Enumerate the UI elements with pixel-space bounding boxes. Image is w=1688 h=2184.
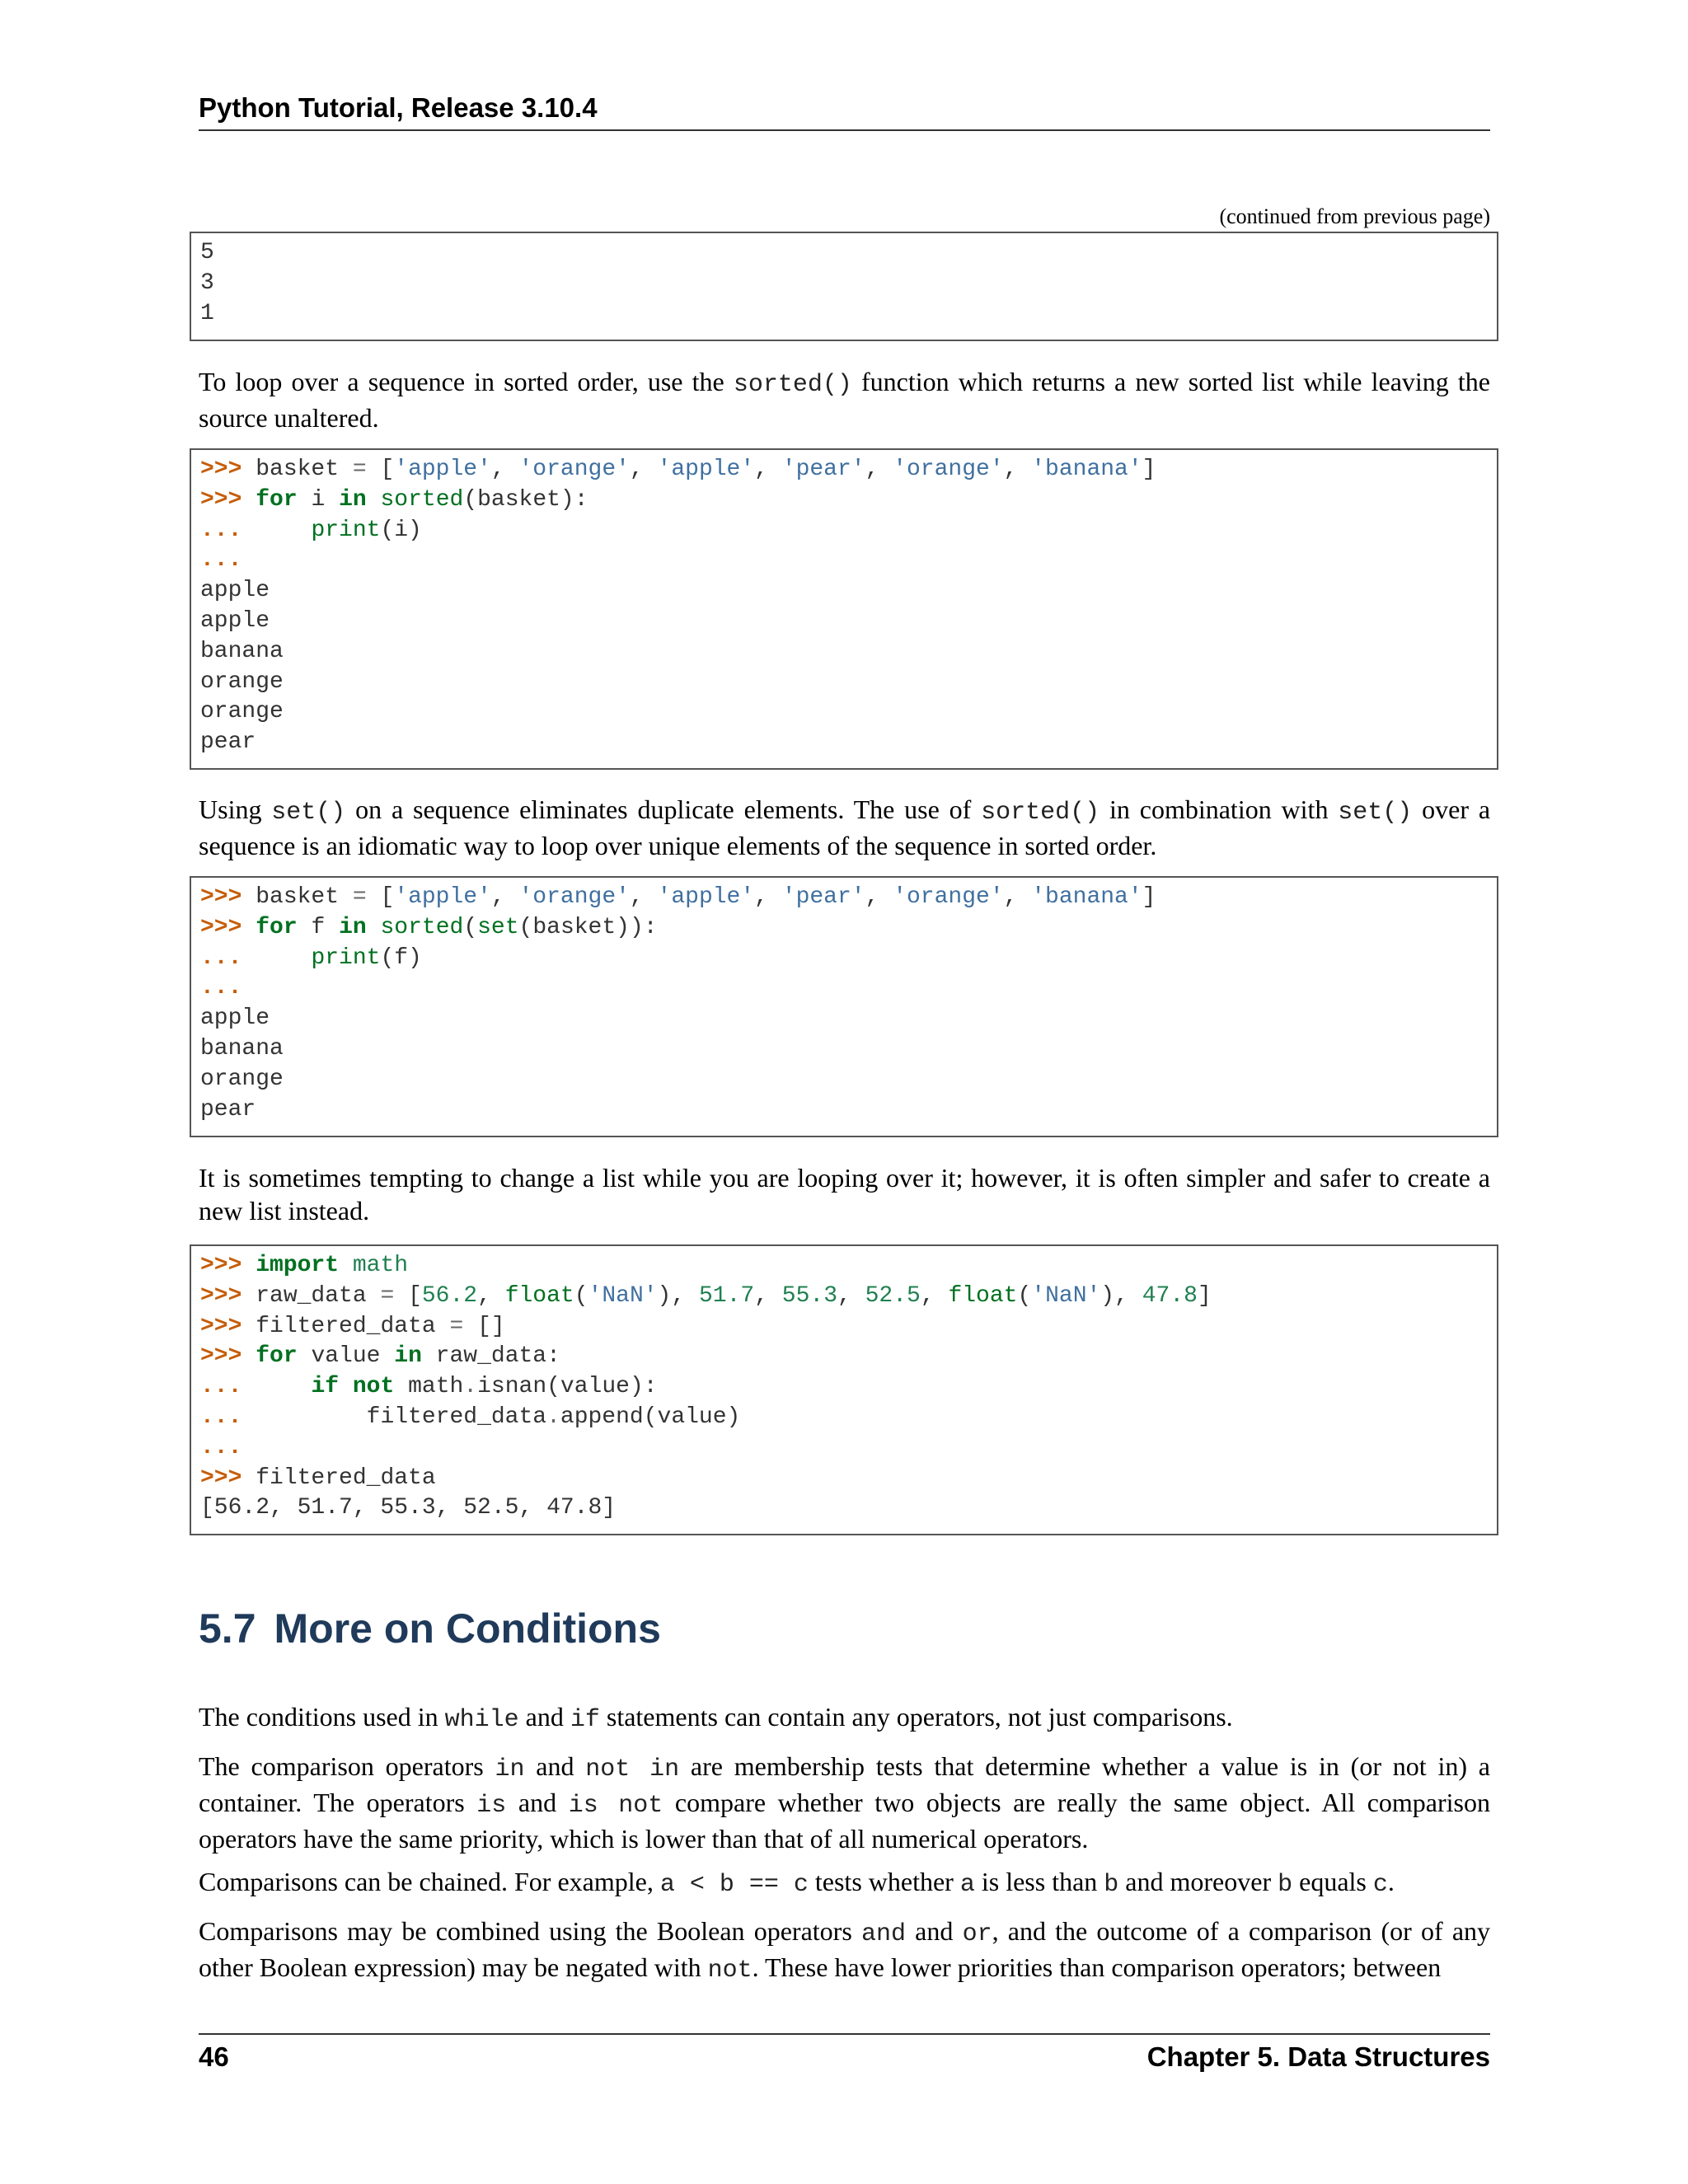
code-line xyxy=(200,668,1497,698)
code-token: filtered_data xyxy=(256,1404,547,1430)
paragraph xyxy=(199,793,1490,862)
code-token: filtered_data xyxy=(256,1465,436,1491)
paragraph xyxy=(199,1700,1490,1736)
inline-code: is xyxy=(476,1792,507,1820)
code-token: 'orange' xyxy=(893,457,1004,482)
text-run: and xyxy=(506,1788,569,1817)
section-number: 5.7 xyxy=(199,1605,256,1652)
code-line xyxy=(200,1065,1497,1095)
text-run: , and the outcome of a comparison (or of any other Boolean expression) may be negated with xyxy=(199,1916,1491,1982)
text-run: Using xyxy=(199,794,272,824)
code-token: ( xyxy=(463,914,478,940)
inline-code: b xyxy=(1278,1871,1293,1899)
code-line xyxy=(200,1403,1497,1433)
code-line xyxy=(200,1372,1497,1403)
text-run: are membership tests that determine whether a value is in (or not in) a container. The operators xyxy=(199,1751,1491,1817)
inline-code: sorted() xyxy=(733,371,852,399)
code-line xyxy=(200,607,1497,637)
page-number: 46 xyxy=(199,2041,229,2072)
code-token: basket xyxy=(256,884,353,910)
code-token: math xyxy=(394,1374,464,1400)
code-line xyxy=(200,1282,1497,1312)
code-token xyxy=(339,1374,353,1399)
code-token: (i) xyxy=(380,517,422,543)
code-token: = xyxy=(352,884,367,910)
code-token: basket xyxy=(256,457,353,482)
code-token: apple xyxy=(200,578,270,604)
code-token: ), xyxy=(657,1282,699,1309)
code-token xyxy=(256,518,311,543)
code-token: [ xyxy=(366,457,395,482)
code-token: 'apple' xyxy=(657,884,755,910)
code-token: raw_data: xyxy=(421,1343,560,1370)
footer-rule xyxy=(199,2033,1490,2035)
code-token: ] xyxy=(1142,457,1156,482)
code-token: orange xyxy=(200,668,284,695)
section-title-text: More on Conditions xyxy=(274,1605,661,1652)
code-token: , xyxy=(865,884,893,910)
paragraph xyxy=(199,1865,1490,1901)
code-token: if xyxy=(311,1374,340,1400)
inline-code: set() xyxy=(271,799,346,827)
inline-code: a < b == c xyxy=(659,1871,809,1899)
code-token: sorted xyxy=(380,486,464,513)
inline-code: in xyxy=(495,1755,525,1783)
code-token: . xyxy=(546,1404,560,1430)
text-run: in combination with xyxy=(1100,794,1339,824)
code-block xyxy=(190,876,1498,1137)
code-block xyxy=(190,1244,1498,1535)
code-token: . xyxy=(463,1374,478,1400)
code-token: 1 xyxy=(200,300,214,326)
code-token: = xyxy=(449,1313,464,1339)
text-run: . xyxy=(1387,1867,1395,1896)
code-line xyxy=(200,516,1497,546)
text-run: compare whether two objects are really the same object. All comparison operators have the same priority, which is lower than that of all numerical operators. xyxy=(199,1788,1491,1854)
code-token: [ xyxy=(366,884,395,910)
code-token: banana xyxy=(200,638,284,664)
code-token: sorted xyxy=(380,914,464,940)
code-line xyxy=(200,1342,1497,1372)
paragraph xyxy=(199,1915,1490,1987)
code-token: >>> xyxy=(200,1313,256,1339)
code-token: ] xyxy=(1197,1282,1212,1309)
text-run: Comparisons may be combined using the Boolean operators xyxy=(199,1916,861,1946)
code-token: 'apple' xyxy=(394,884,491,910)
code-token: , xyxy=(754,1282,782,1309)
paragraph xyxy=(199,1750,1490,1855)
text-run: tests whether xyxy=(808,1867,960,1896)
inline-code: not xyxy=(707,1957,753,1985)
code-token: 'orange' xyxy=(518,457,630,482)
code-line xyxy=(200,576,1497,607)
code-token: ... xyxy=(200,1404,256,1430)
code-token: pear xyxy=(200,729,256,756)
code-token: orange xyxy=(200,699,284,725)
code-token: , xyxy=(1003,457,1032,482)
code-token: in xyxy=(339,914,367,940)
code-token: , xyxy=(490,457,519,482)
code-token: isnan(value): xyxy=(477,1374,658,1400)
code-token: orange xyxy=(200,1066,284,1092)
code-token: set xyxy=(477,914,519,940)
code-token: 55.3 xyxy=(781,1282,838,1309)
text-run: function which returns a new sorted list while leaving the source unaltered. xyxy=(199,367,1490,433)
code-token: >>> xyxy=(200,1253,256,1278)
text-run: on a sequence eliminates duplicate elements. The use of xyxy=(345,794,982,824)
code-block xyxy=(190,448,1498,770)
code-token: , xyxy=(754,457,782,482)
code-token: [ xyxy=(394,1282,422,1309)
text-run: over a sequence is an idiomatic way to loop over unique elements of the sequence in sorted order. xyxy=(199,794,1491,860)
code-token: i xyxy=(297,486,340,513)
code-token: (basket)): xyxy=(518,914,658,940)
inline-code: if xyxy=(570,1706,600,1734)
code-line xyxy=(200,697,1497,728)
code-token: not xyxy=(352,1374,395,1400)
inline-code: c xyxy=(1372,1871,1388,1899)
code-token: 'apple' xyxy=(394,457,491,482)
code-line xyxy=(200,637,1497,668)
code-line xyxy=(200,728,1497,758)
code-token: ( xyxy=(574,1282,588,1309)
code-token: 51.7 xyxy=(698,1282,755,1309)
code-token: raw_data xyxy=(256,1282,381,1309)
code-token: value xyxy=(297,1343,395,1370)
code-token xyxy=(256,1374,311,1399)
text-run: and moreover xyxy=(1118,1867,1278,1896)
code-token: in xyxy=(394,1343,422,1370)
code-token: 52.5 xyxy=(865,1282,921,1309)
code-token: >>> xyxy=(200,914,256,940)
code-token: ... xyxy=(200,517,256,543)
header-rule xyxy=(199,129,1490,131)
code-token: append(value) xyxy=(560,1404,741,1430)
code-token: 'banana' xyxy=(1031,884,1142,910)
code-token: in xyxy=(339,486,367,513)
code-token: , xyxy=(865,457,893,482)
code-token xyxy=(339,1253,353,1278)
code-line xyxy=(200,973,1497,1004)
code-token: 47.8 xyxy=(1142,1282,1198,1309)
code-line xyxy=(200,1034,1497,1065)
code-token: float xyxy=(948,1282,1018,1309)
code-token: print xyxy=(311,944,381,971)
running-header: Python Tutorial, Release 3.10.4 xyxy=(199,92,598,123)
code-token: float xyxy=(504,1282,574,1309)
inline-code: set() xyxy=(1338,799,1413,827)
code-line xyxy=(200,1004,1497,1034)
section-heading xyxy=(199,1605,661,1652)
code-token xyxy=(256,945,311,971)
text-run: and xyxy=(905,1916,963,1946)
code-line xyxy=(200,1251,1497,1282)
code-token: for xyxy=(256,1343,298,1370)
code-line xyxy=(200,269,1497,299)
text-run: is less than xyxy=(974,1867,1104,1896)
code-token: >>> xyxy=(200,1465,256,1491)
code-line xyxy=(200,546,1497,576)
code-line xyxy=(200,1464,1497,1494)
inline-code: is not xyxy=(568,1792,663,1820)
code-token: filtered_data xyxy=(256,1313,450,1339)
code-token: math xyxy=(352,1253,409,1278)
code-line xyxy=(200,1095,1497,1126)
code-token: , xyxy=(629,884,658,910)
code-line xyxy=(200,913,1497,944)
code-token: [] xyxy=(463,1313,505,1339)
text-run: It is sometimes tempting to change a list while you are looping over it; however, it is often simpler and safer to create a new list instead. xyxy=(199,1163,1490,1226)
code-token: 'banana' xyxy=(1031,457,1142,482)
code-token: , xyxy=(1003,884,1032,910)
code-line xyxy=(200,883,1497,913)
code-token: , xyxy=(837,1282,865,1309)
text-run: . These have lower priorities than comparison operators; between xyxy=(752,1952,1442,1982)
text-run: statements can contain any operators, not just comparisons. xyxy=(599,1702,1233,1732)
text-run: and xyxy=(524,1751,586,1781)
text-run: The comparison operators xyxy=(199,1751,495,1781)
code-token: banana xyxy=(200,1035,284,1062)
code-block xyxy=(190,232,1498,341)
code-token: for xyxy=(256,914,298,940)
code-line xyxy=(200,455,1497,485)
code-token: 'NaN' xyxy=(1031,1282,1101,1309)
code-token: (basket): xyxy=(463,486,588,513)
continued-note: (continued from previous page) xyxy=(1219,204,1490,228)
text-run: The conditions used in xyxy=(199,1702,445,1732)
code-token: , xyxy=(920,1282,949,1309)
inline-code: not in xyxy=(585,1755,680,1783)
code-token: , xyxy=(754,884,782,910)
code-token: >>> xyxy=(200,486,256,513)
code-token: (f) xyxy=(380,944,422,971)
code-line xyxy=(200,299,1497,330)
code-line xyxy=(200,485,1497,516)
code-line xyxy=(200,1433,1497,1464)
text-run: equals xyxy=(1292,1867,1373,1896)
code-token: ... xyxy=(200,1374,256,1400)
text-run: To loop over a sequence in sorted order, use the xyxy=(199,367,734,396)
paragraph xyxy=(199,365,1490,434)
code-token: >>> xyxy=(200,884,256,910)
code-token: 'pear' xyxy=(781,884,865,910)
code-token xyxy=(367,915,381,940)
code-token: = xyxy=(352,457,367,482)
code-token: 56.2 xyxy=(421,1282,478,1309)
code-line xyxy=(200,944,1497,974)
code-token: >>> xyxy=(200,1282,256,1309)
code-token: , xyxy=(490,884,519,910)
code-token: pear xyxy=(200,1096,256,1122)
code-token: 'apple' xyxy=(657,457,755,482)
code-token: 3 xyxy=(200,269,214,296)
code-token: apple xyxy=(200,1005,270,1032)
code-token: 'pear' xyxy=(781,457,865,482)
code-token: f xyxy=(297,914,340,940)
code-token: [56.2, 51.7, 55.3, 52.5, 47.8] xyxy=(200,1495,617,1521)
code-token xyxy=(367,487,381,513)
code-token: print xyxy=(311,517,381,543)
code-token: 'orange' xyxy=(893,884,1004,910)
code-line xyxy=(200,1493,1497,1524)
code-token: 'NaN' xyxy=(588,1282,658,1309)
code-token: ... xyxy=(200,975,242,1001)
code-token: >>> xyxy=(200,1343,256,1370)
inline-code: while xyxy=(444,1706,519,1734)
text-run: Comparisons can be chained. For example, xyxy=(199,1867,660,1896)
code-token: ] xyxy=(1142,884,1156,910)
inline-code: a xyxy=(959,1871,975,1899)
text-run: and xyxy=(518,1702,570,1732)
code-token: import xyxy=(256,1253,340,1278)
code-token: = xyxy=(380,1282,395,1309)
inline-code: and xyxy=(860,1920,906,1948)
code-token: 'orange' xyxy=(518,884,630,910)
code-token: ... xyxy=(200,547,242,574)
code-token: , xyxy=(477,1282,505,1309)
code-line xyxy=(200,238,1497,269)
code-token: >>> xyxy=(200,457,256,482)
code-token: ), xyxy=(1100,1282,1142,1309)
paragraph xyxy=(199,1161,1490,1227)
code-token: apple xyxy=(200,607,270,634)
code-line xyxy=(200,1312,1497,1343)
code-token: ... xyxy=(200,944,256,971)
inline-code: b xyxy=(1104,1871,1119,1899)
inline-code: sorted() xyxy=(981,799,1100,827)
code-token: for xyxy=(256,486,298,513)
chapter-title: Chapter 5. Data Structures xyxy=(1146,2041,1490,2072)
code-token: ( xyxy=(1017,1282,1032,1309)
code-token: , xyxy=(629,457,658,482)
code-token: 5 xyxy=(200,240,214,265)
code-token: ... xyxy=(200,1434,242,1460)
inline-code: or xyxy=(962,1920,992,1948)
